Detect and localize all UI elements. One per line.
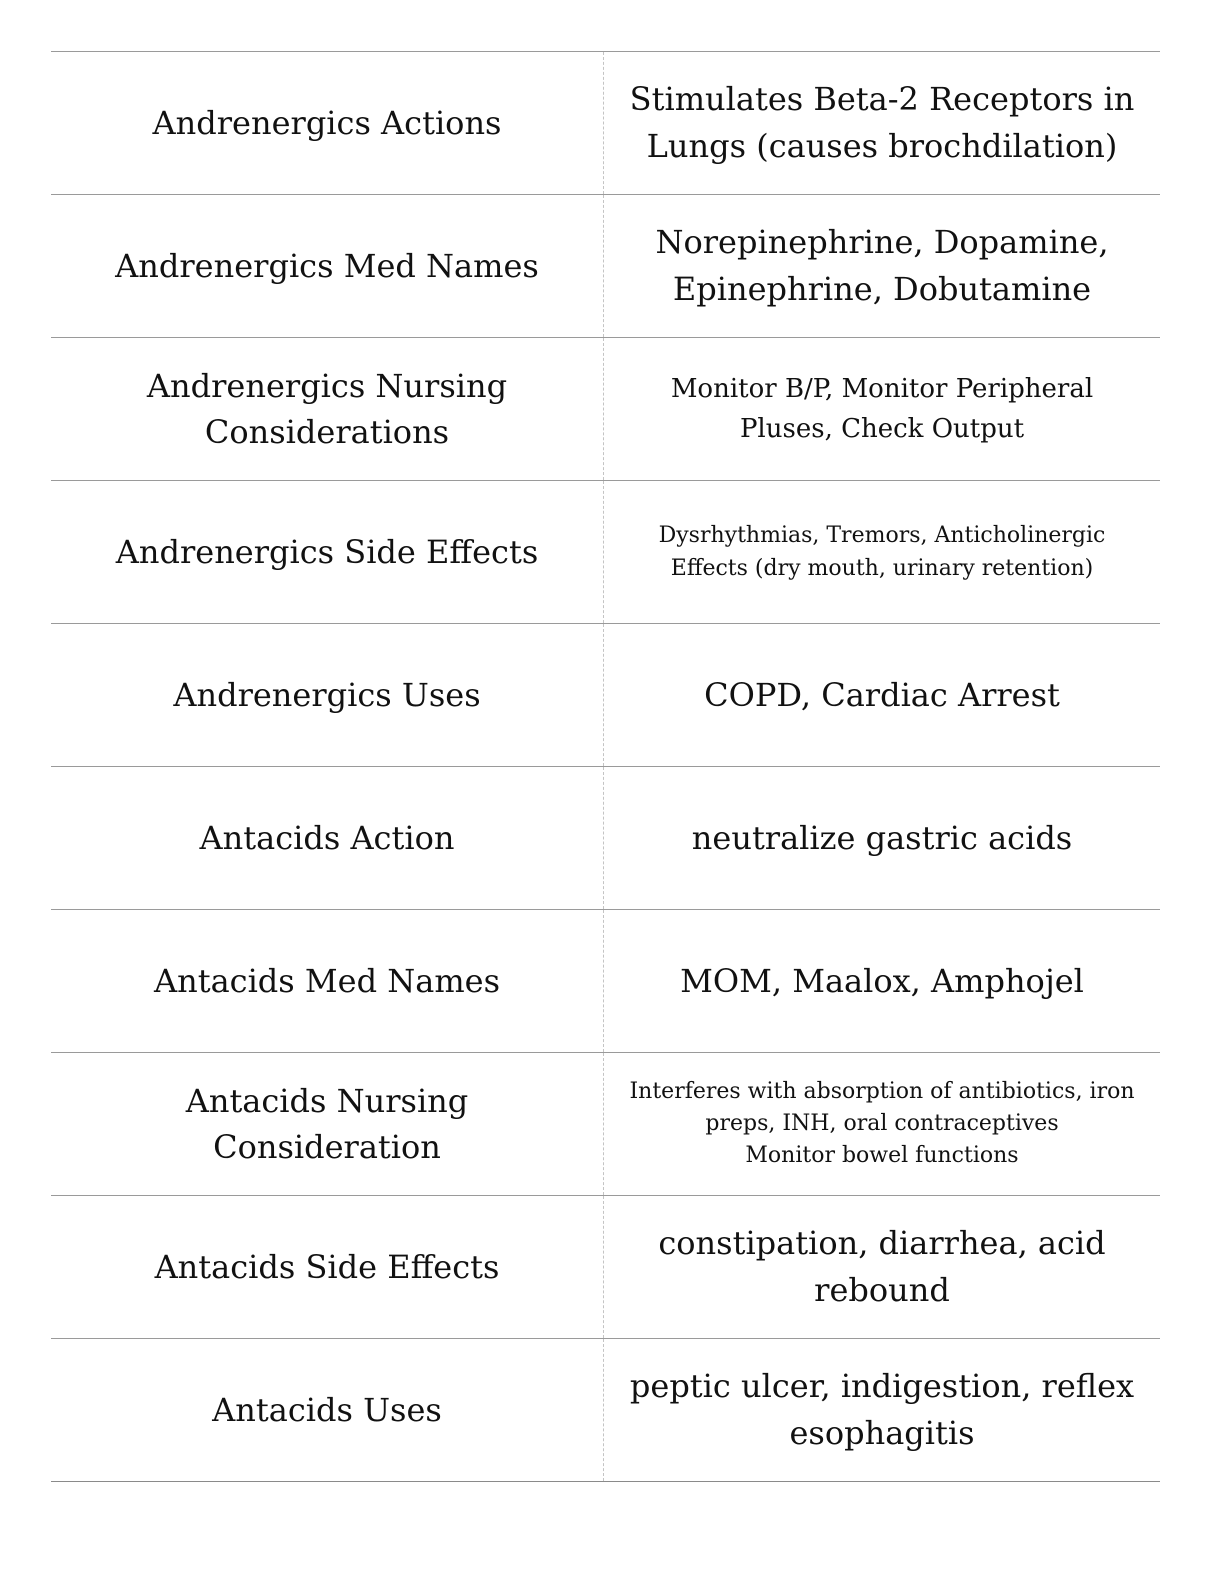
card-term: Antacids Action — [51, 767, 604, 909]
card-term: Andrenergics Side Effects — [51, 481, 604, 623]
card-definition: Stimulates Beta-2 Receptors in Lungs (causes brochdilation) — [629, 80, 1135, 165]
card-definition: constipation, diarrhea, acid rebound — [658, 1224, 1106, 1309]
card-definition: Norepinephrine, Dopamine, Epinephrine, Dobutamine — [655, 223, 1109, 308]
flashcard-row — [51, 1196, 1160, 1339]
card-term: Andrenergics Uses — [51, 624, 604, 766]
card-term: Andrenergics Med Names — [51, 195, 604, 337]
flashcard-sheet — [51, 51, 1160, 1482]
flashcard-row — [51, 1053, 1160, 1196]
card-term: Antacids Uses — [51, 1339, 604, 1481]
card-definition: MOM, Maalox, Amphojel — [680, 961, 1084, 1000]
card-definition: peptic ulcer, indigestion, reflex esophagitis — [629, 1367, 1135, 1452]
flashcard-row — [51, 624, 1160, 767]
card-definition: neutralize gastric acids — [691, 818, 1073, 857]
flashcard-row — [51, 1339, 1160, 1482]
card-term: Antacids Side Effects — [51, 1196, 604, 1338]
card-definition: Interferes with absorption of antibiotics, iron preps, INH, oral contraceptives Monitor bowel functions — [629, 1079, 1135, 1168]
flashcard-row — [51, 767, 1160, 910]
card-definition: COPD, Cardiac Arrest — [704, 675, 1060, 714]
card-definition: Monitor B/P, Monitor Peripheral Pluses, Check Output — [670, 374, 1094, 444]
card-term: Antacids Med Names — [51, 910, 604, 1052]
flashcard-row — [51, 195, 1160, 338]
card-definition: Dysrhythmias, Tremors, Anticholinergic Effects (dry mouth, urinary retention) — [658, 523, 1106, 581]
flashcard-row — [51, 52, 1160, 195]
card-term: Andrenergics Nursing Considerations — [51, 338, 604, 480]
card-term: Antacids Nursing Consideration — [51, 1053, 604, 1195]
flashcard-row — [51, 338, 1160, 481]
flashcard-row — [51, 481, 1160, 624]
card-term: Andrenergics Actions — [51, 52, 604, 194]
flashcard-row — [51, 910, 1160, 1053]
